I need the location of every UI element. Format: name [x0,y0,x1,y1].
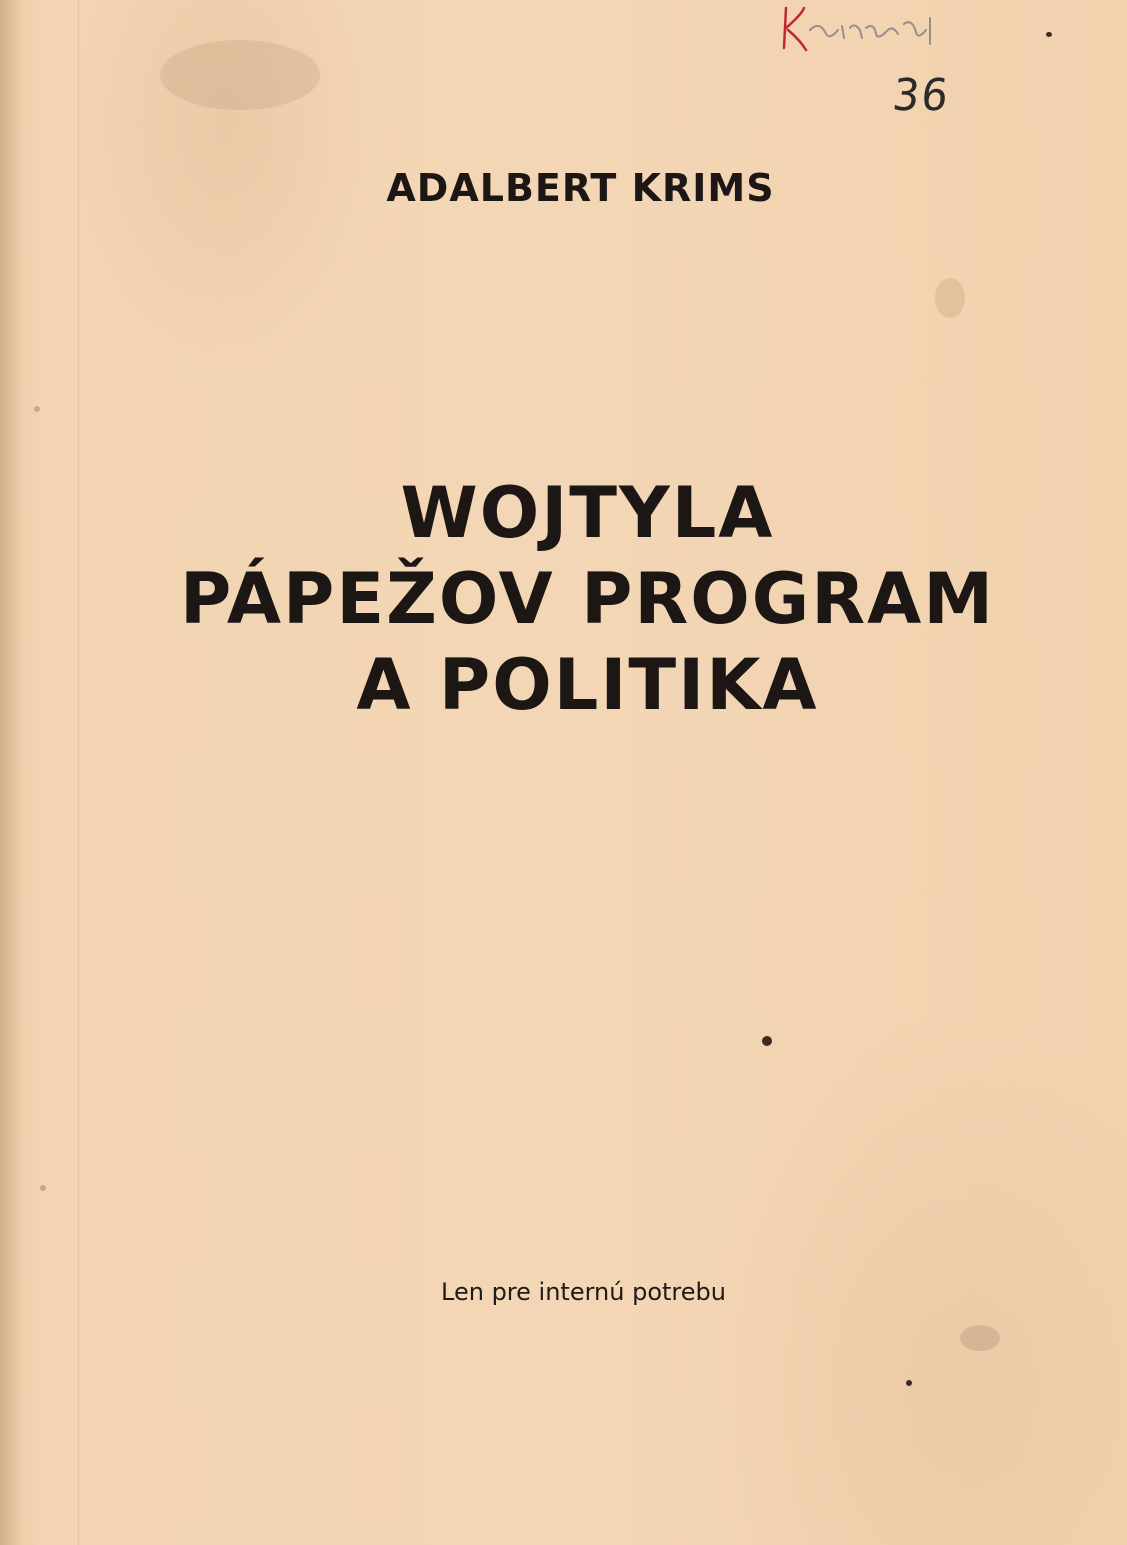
ink-speck [762,1036,772,1046]
author-name: ADALBERT KRIMS [386,166,775,210]
title-line: WOJTYLA [400,472,775,554]
title-line: A POLITIKA [356,644,819,726]
shelf-number: 36 [890,70,953,121]
title-line: PÁPEŽOV PROGRAM [179,558,995,640]
book-title [24,470,1127,728]
paper-stain [160,40,320,110]
staple-hole [34,406,40,412]
staple-hole [40,1185,46,1191]
binding-crease [78,0,79,1545]
handwritten-mark [780,0,980,60]
internal-use-note: Len pre internú potrebu [441,1278,726,1306]
spine-shadow [0,0,22,1545]
paper-stain [935,278,965,318]
ink-speck [906,1380,912,1386]
ink-speck [1046,32,1052,37]
handwritten-mark-text: Krimo [806,19,812,21]
paper-stain [960,1325,1000,1351]
